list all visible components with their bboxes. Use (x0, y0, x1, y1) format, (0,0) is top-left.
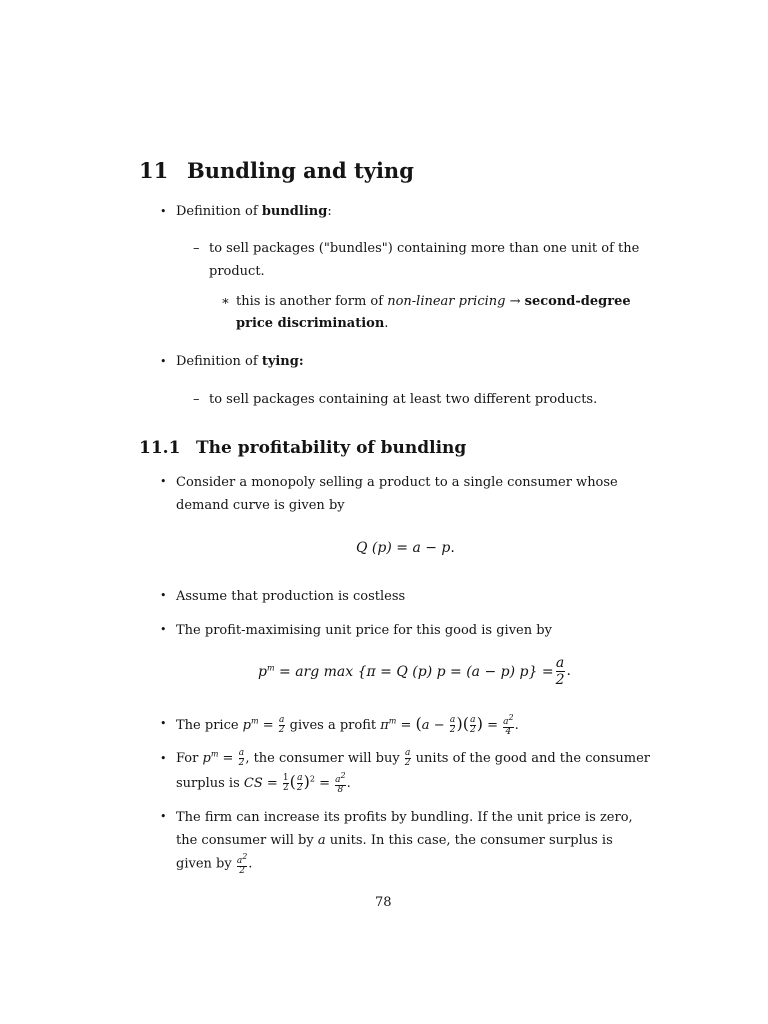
equation-text: Q (p) = a − p (356, 540, 451, 556)
var-a: a (421, 718, 430, 733)
monopoly-profit-line: The price $p^m$ = $\frac{a}{2}$ gives a profit $\pi^m = (a$ − $\frac{a}{2}$ )( $\frac{a}{2}$ ) = $\frac{a^2}{4}$ . (176, 713, 519, 737)
numerator: a (278, 715, 285, 725)
bundling-definition-line2: product. (209, 264, 265, 279)
costless-production: Assume that production is costless (176, 589, 406, 604)
text: . (384, 316, 389, 331)
bundling-definition-line1: to sell packages ("bundles") containing more than one unit of the (209, 241, 640, 256)
page-number: 78 (375, 895, 392, 910)
text: . (566, 663, 571, 680)
fraction (239, 749, 245, 768)
equals: = (396, 718, 416, 733)
var-cs: CS (243, 776, 263, 791)
numerator: a (449, 715, 456, 725)
term-second-degree: second-degree (524, 294, 631, 309)
var-pi: π (380, 718, 389, 733)
term-bundling: bundling (261, 204, 328, 219)
bullet-definition-tying (160, 354, 167, 370)
bullet-definition-bundling (160, 204, 167, 220)
denominator: 2 (449, 725, 456, 735)
numerator: a (555, 655, 565, 671)
text: units. In this case, the consumer surplus is (325, 833, 613, 848)
dash-mark: – (193, 392, 200, 407)
sup-m: m (251, 716, 259, 726)
bullet-mark: • (160, 355, 167, 368)
equals: = (218, 751, 238, 766)
sup-m: m (210, 749, 219, 759)
fraction (297, 774, 303, 793)
text: , the consumer will buy (245, 751, 404, 766)
var-a: a (503, 717, 509, 727)
equals: = (314, 776, 335, 791)
numerator (503, 714, 513, 727)
numerator (237, 853, 247, 866)
demand-equation (356, 540, 455, 557)
text: Definition of (176, 354, 262, 369)
minus: − (429, 718, 449, 733)
exponent: 2 (242, 852, 248, 861)
denominator: 2 (555, 672, 565, 689)
denominator: 2 (238, 758, 245, 768)
bullet-mark: • (160, 475, 167, 488)
equals: = (482, 718, 503, 733)
subsection-title: The profitability of bundling (196, 438, 467, 458)
nonlinear-pricing-line1 (236, 294, 631, 310)
denominator: 2 (296, 783, 303, 793)
dash-mark: – (193, 241, 200, 256)
exponent: 2 (508, 713, 514, 722)
text: this is another form of (236, 294, 388, 309)
text: . (514, 718, 519, 733)
section-number: 11 (139, 158, 169, 183)
numerator: a (404, 748, 411, 758)
fraction (450, 716, 456, 735)
star-mark: ∗ (221, 294, 230, 309)
term-tying: tying: (261, 354, 304, 369)
var-a: a (236, 856, 243, 866)
fraction (470, 716, 476, 735)
profit-max-price: The profit-maximising unit price for this good is given by (176, 623, 552, 638)
denominator: 2 (278, 725, 285, 735)
numerator: a (470, 715, 476, 725)
term-non-linear-pricing: non-linear pricing (387, 294, 506, 309)
text: gives a profit (285, 718, 381, 733)
fraction (283, 774, 289, 793)
subsection-heading (139, 438, 466, 458)
fraction (279, 716, 285, 735)
monopoly-price-equation (258, 655, 571, 688)
text: units of the good and the consumer (411, 751, 650, 766)
text: . (248, 856, 253, 872)
section-heading (139, 158, 414, 183)
denominator: 2 (282, 783, 289, 793)
bundling-profit-line3 (176, 853, 252, 876)
exponent: 2 (340, 771, 346, 780)
arrow: → (505, 294, 525, 309)
fraction (503, 714, 513, 737)
bullet-definition-tying-text (176, 354, 304, 370)
equals: = (262, 776, 282, 791)
sup-m: m (388, 716, 397, 726)
text: The price (176, 718, 243, 733)
fraction (405, 749, 411, 768)
bullet-mark: • (160, 589, 167, 602)
var-p: p (202, 751, 211, 766)
numerator (335, 772, 345, 785)
var-a: a (335, 775, 341, 785)
bundling-profit-line2 (176, 833, 613, 849)
numerator: a (297, 773, 303, 783)
equation-text: $p^m$ = arg max {π = Q (p) p = (a − p) p} = (258, 662, 554, 680)
fraction (556, 655, 565, 688)
monopoly-line2: demand curve is given by (176, 498, 345, 513)
numerator: 1 (282, 773, 289, 783)
exponent: 2 (309, 774, 315, 784)
bullet-definition-bundling-text (176, 204, 332, 220)
tying-definition: to sell packages containing at least two different products. (209, 392, 598, 407)
consumer-surplus-line: surplus is CS = $\frac{1}{2}$ ( $\frac{a}{2}$ )$^2$ = $\frac{a^2}{8}$ . (176, 771, 351, 795)
subsection-number: 11.1 (139, 438, 181, 458)
numerator: a (238, 748, 245, 758)
denominator: 8 (335, 785, 345, 795)
var-p: p (242, 718, 251, 733)
bundling-profit-line1: The firm can increase its profits by bundling. If the unit price is zero, (176, 810, 633, 825)
text: . (450, 540, 455, 556)
monopoly-line1: Consider a monopoly selling a product to a single consumer whose (176, 475, 618, 490)
denominator: 4 (503, 727, 513, 737)
bullet-mark: • (160, 205, 167, 218)
bullet-mark: • (160, 717, 167, 730)
term-price-discrimination: price discrimination (236, 316, 385, 331)
bullet-mark: • (160, 810, 167, 823)
text: For (176, 751, 203, 766)
equals: = (258, 718, 278, 733)
text: Definition of (176, 204, 262, 219)
text: : (327, 204, 332, 219)
text: . (346, 776, 351, 791)
denominator: 2 (237, 866, 247, 876)
denominator: 2 (469, 725, 476, 735)
fraction (335, 772, 345, 795)
bullet-mark: • (160, 623, 167, 636)
section-title: Bundling and tying (187, 158, 414, 183)
fraction (237, 853, 247, 876)
text: given by (176, 856, 236, 872)
text: surplus is (176, 776, 244, 791)
nonlinear-pricing-line2 (236, 316, 388, 332)
var-a: a (317, 833, 326, 848)
sup-m: m (266, 662, 275, 672)
consumer-buy-line1 (176, 749, 650, 768)
text: the consumer will by (176, 833, 318, 848)
bullet-mark: • (160, 752, 167, 765)
denominator: 2 (404, 758, 411, 768)
